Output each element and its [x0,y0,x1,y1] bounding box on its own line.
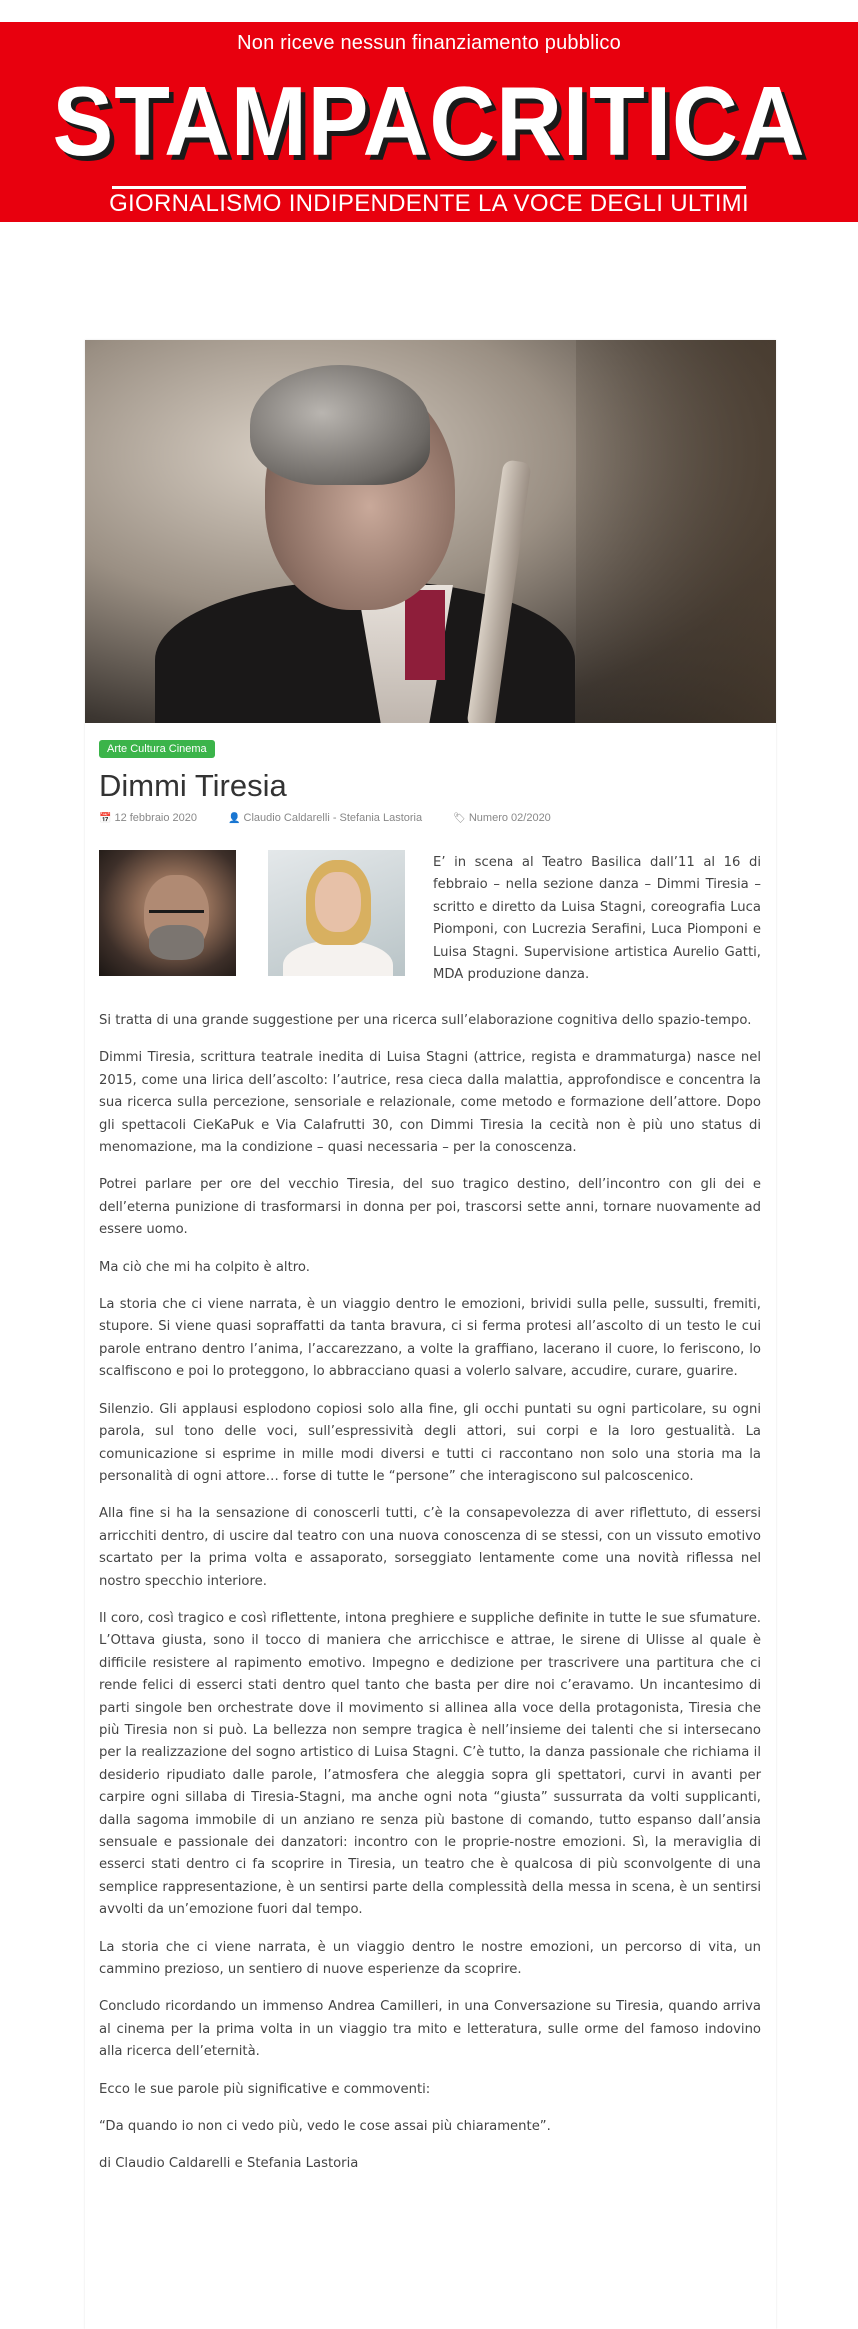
article-paragraph: Alla fine si ha la sensazione di conoscerli tutti, c’è la consapevolezza di aver riflettuto, di essersi arricchiti dentro, di uscire dal teatro con una nuova conoscenza di se stessi, con un vissuto emotivo scartato per la prima volta e assaporato, sorseggiato lentamente come una novità riflessa nel nostro specchio interiore. [99,1506,761,1589]
meta-date[interactable] [99,812,211,824]
hero-background [576,340,776,723]
calendar-icon: 📅 [99,813,112,824]
category-badge[interactable]: Arte Cultura Cinema [99,740,215,758]
article-paragraph: Ma ciò che mi ha colpito è altro. [99,1259,310,1275]
article-paragraph: Ecco le sue parole più significative e commoventi: [99,2081,431,2097]
banner-divider [112,186,746,189]
author-photo-stefania [268,850,405,976]
article-body [99,1010,761,2191]
author-photo-claudio [99,850,236,976]
site-logo[interactable]: STAMPACRITICA [52,66,806,176]
meta-authors-text[interactable]: Claudio Caldarelli - Stefania Lastoria [243,812,423,824]
article-title: Dimmi Tiresia [99,768,287,803]
banner-tagline-bottom: GIORNALISMO INDIPENDENTE LA VOCE DEGLI ULTIMI [109,190,749,217]
photo2-face [315,872,361,932]
article-intro: E’ in scena al Teatro Basilica dall’11 al 16 di febbraio – nella sezione danza – Dimmi Tiresia – scritto e diretto da Luisa Stagni, coreografia Luca Piomponi, con Lucrezia Serafini, Luca Piomponi e Luisa Stagni. Supervisione artistica Aurelio Gatti, MDA produzione danza. [433,855,761,983]
article-paragraph: Concludo ricordando un immenso Andrea Camilleri, in una Conversazione su Tiresia, quando arriva al cinema per la prima volta in un viaggio tra mito e letteratura, sulle orme del famoso indovino alla ricerca dell’eternità. [99,1999,761,2060]
featured-image [85,340,776,723]
article-paragraph: Potrei parlare per ore del vecchio Tiresia, del suo tragico destino, dell’incontro con gli dei e dell’eterna punizione di trasformarsi in donna per poi, trascorsi sette anni, tornare nuovamente ad essere uomo. [99,1177,761,1238]
meta-tag-text[interactable]: Numero 02/2020 [468,812,551,824]
article-quote: “Da quando io non ci vedo più, vedo le cose assai più chiaramente”. [99,2119,551,2135]
meta-tag[interactable] [453,812,565,824]
article-paragraph: La storia che ci viene narrata, è un viaggio dentro le emozioni, brividi sulla pelle, sussulti, fremiti, stupore. Si viene quasi sopraffatti da tanta bravura, ci si ferma protesi all’ascolto di un testo le cui parole entrano dentro l’anima, l’accarezzano, a volte la graffiano, lacerano il cuore, lo feriscono, lo scalfiscono e poi lo proteggono, lo abbracciano quasi a volerlo salvare, accudire, curare, guarire. [99,1297,761,1380]
article-paragraph: Il coro, così tragico e così riflettente, intona preghiere e suppliche definite in tutte le sue sfumature. L’Ottava giusta, sono il tocco di maniera che arricchisce e attrae, le sirene di Ulisse al quale è difficile resistere al rapimento emotivo. Impegno e dedizione per trascrivere una partitura che ci rende felici di esserci stati dentro quel tanto che basta per dire noi c’eravamo. Un incantesimo di parti singole ben orchestrate dove il movimento si allinea alla voce della protagonista, Tiresia che più Tiresia non si può. La bellezza non sempre tragica è nell’insieme dei talenti che si intersecano per la realizzazione del sogno artistico di Luisa Stagni. C’è tutto, la danza passionale che richiama il desiderio ripudiato dalle parole, l’atmosfera che aleggia sopra gli spettatori, curvi in avanti per carpire ogni sillaba di Tiresia-Stagni, ma anche ogni nota “giusta” sussurrata da volti supplicanti, dalla sagoma immobile di un anziano re senza più bastone di comando, tutto espanso dall’ansia sensuale e passionale dei danzatori: incontro con le proprie-nostre emozioni. Sì, la meraviglia di esserci stati dentro ci fa scoprire in Tiresia, un teatro che è qualcosa di più sconvolgente di una semplice rappresentazione, è un sentirsi parte della complessità della messa in scena, è un sentirsi avvolti da un’emozione fuori dal tempo. [99,1610,761,1918]
user-icon: 👤 [228,813,241,824]
site-banner[interactable] [0,22,858,222]
meta-date-text[interactable]: 12 febbraio 2020 [114,812,198,824]
photo1-beard [149,925,204,960]
article-paragraph: Dimmi Tiresia, scrittura teatrale inedita di Luisa Stagni (attrice, regista e drammaturga) nasce nel 2015, come una lirica dell’ascolto: l’autrice, resa cieca dalla malattia, approfondisce e concentra la sua ricerca sulla percezione, sensoriale e relazionale, come metodo e formazione dell’attore. Dopo gli spettacoli CieKaPuk e Via Calafrutti 30, con Dimmi Tiresia la cecità non è più uno status di menomazione, ma la condizione – quasi necessaria – per la conoscenza. [99,1050,761,1156]
tag-icon: 🏷 [453,813,466,824]
article-paragraph: Si tratta di una grande suggestione per una ricerca sull’elaborazione cognitiva dello spazio-tempo. [99,1013,752,1028]
hero-figure-hair [250,365,430,485]
photo1-glasses [149,900,204,913]
article-card [85,340,776,2329]
photo2-shoulders [283,940,393,976]
article-signature: di Claudio Caldarelli e Stefania Lastoria [99,2156,359,2172]
article-paragraph: La storia che ci viene narrata, è un viaggio dentro le nostre emozioni, un percorso di vita, un cammino prezioso, un sentiero di nuove esperienze da scoprire. [99,1939,761,1978]
article-paragraph: Silenzio. Gli applausi esplodono copiosi solo alla fine, gli occhi puntati su ogni particolare, su ogni parola, sul tono delle voci, sull’espressività degli attori, sui corpi e la loro gestualità. La comunicazione si esprime in mille modi diversi e tutti ci raccontano non solo una storia ma la personalità di ogni attore… forse di tutte le “persone” che interagiscono sul palcoscenico. [99,1401,761,1484]
banner-tagline-top: Non riceve nessun finanziamento pubblico [237,32,621,54]
meta-authors[interactable] [228,812,436,824]
hero-figure-scarf [405,590,445,680]
article-meta [99,812,579,824]
